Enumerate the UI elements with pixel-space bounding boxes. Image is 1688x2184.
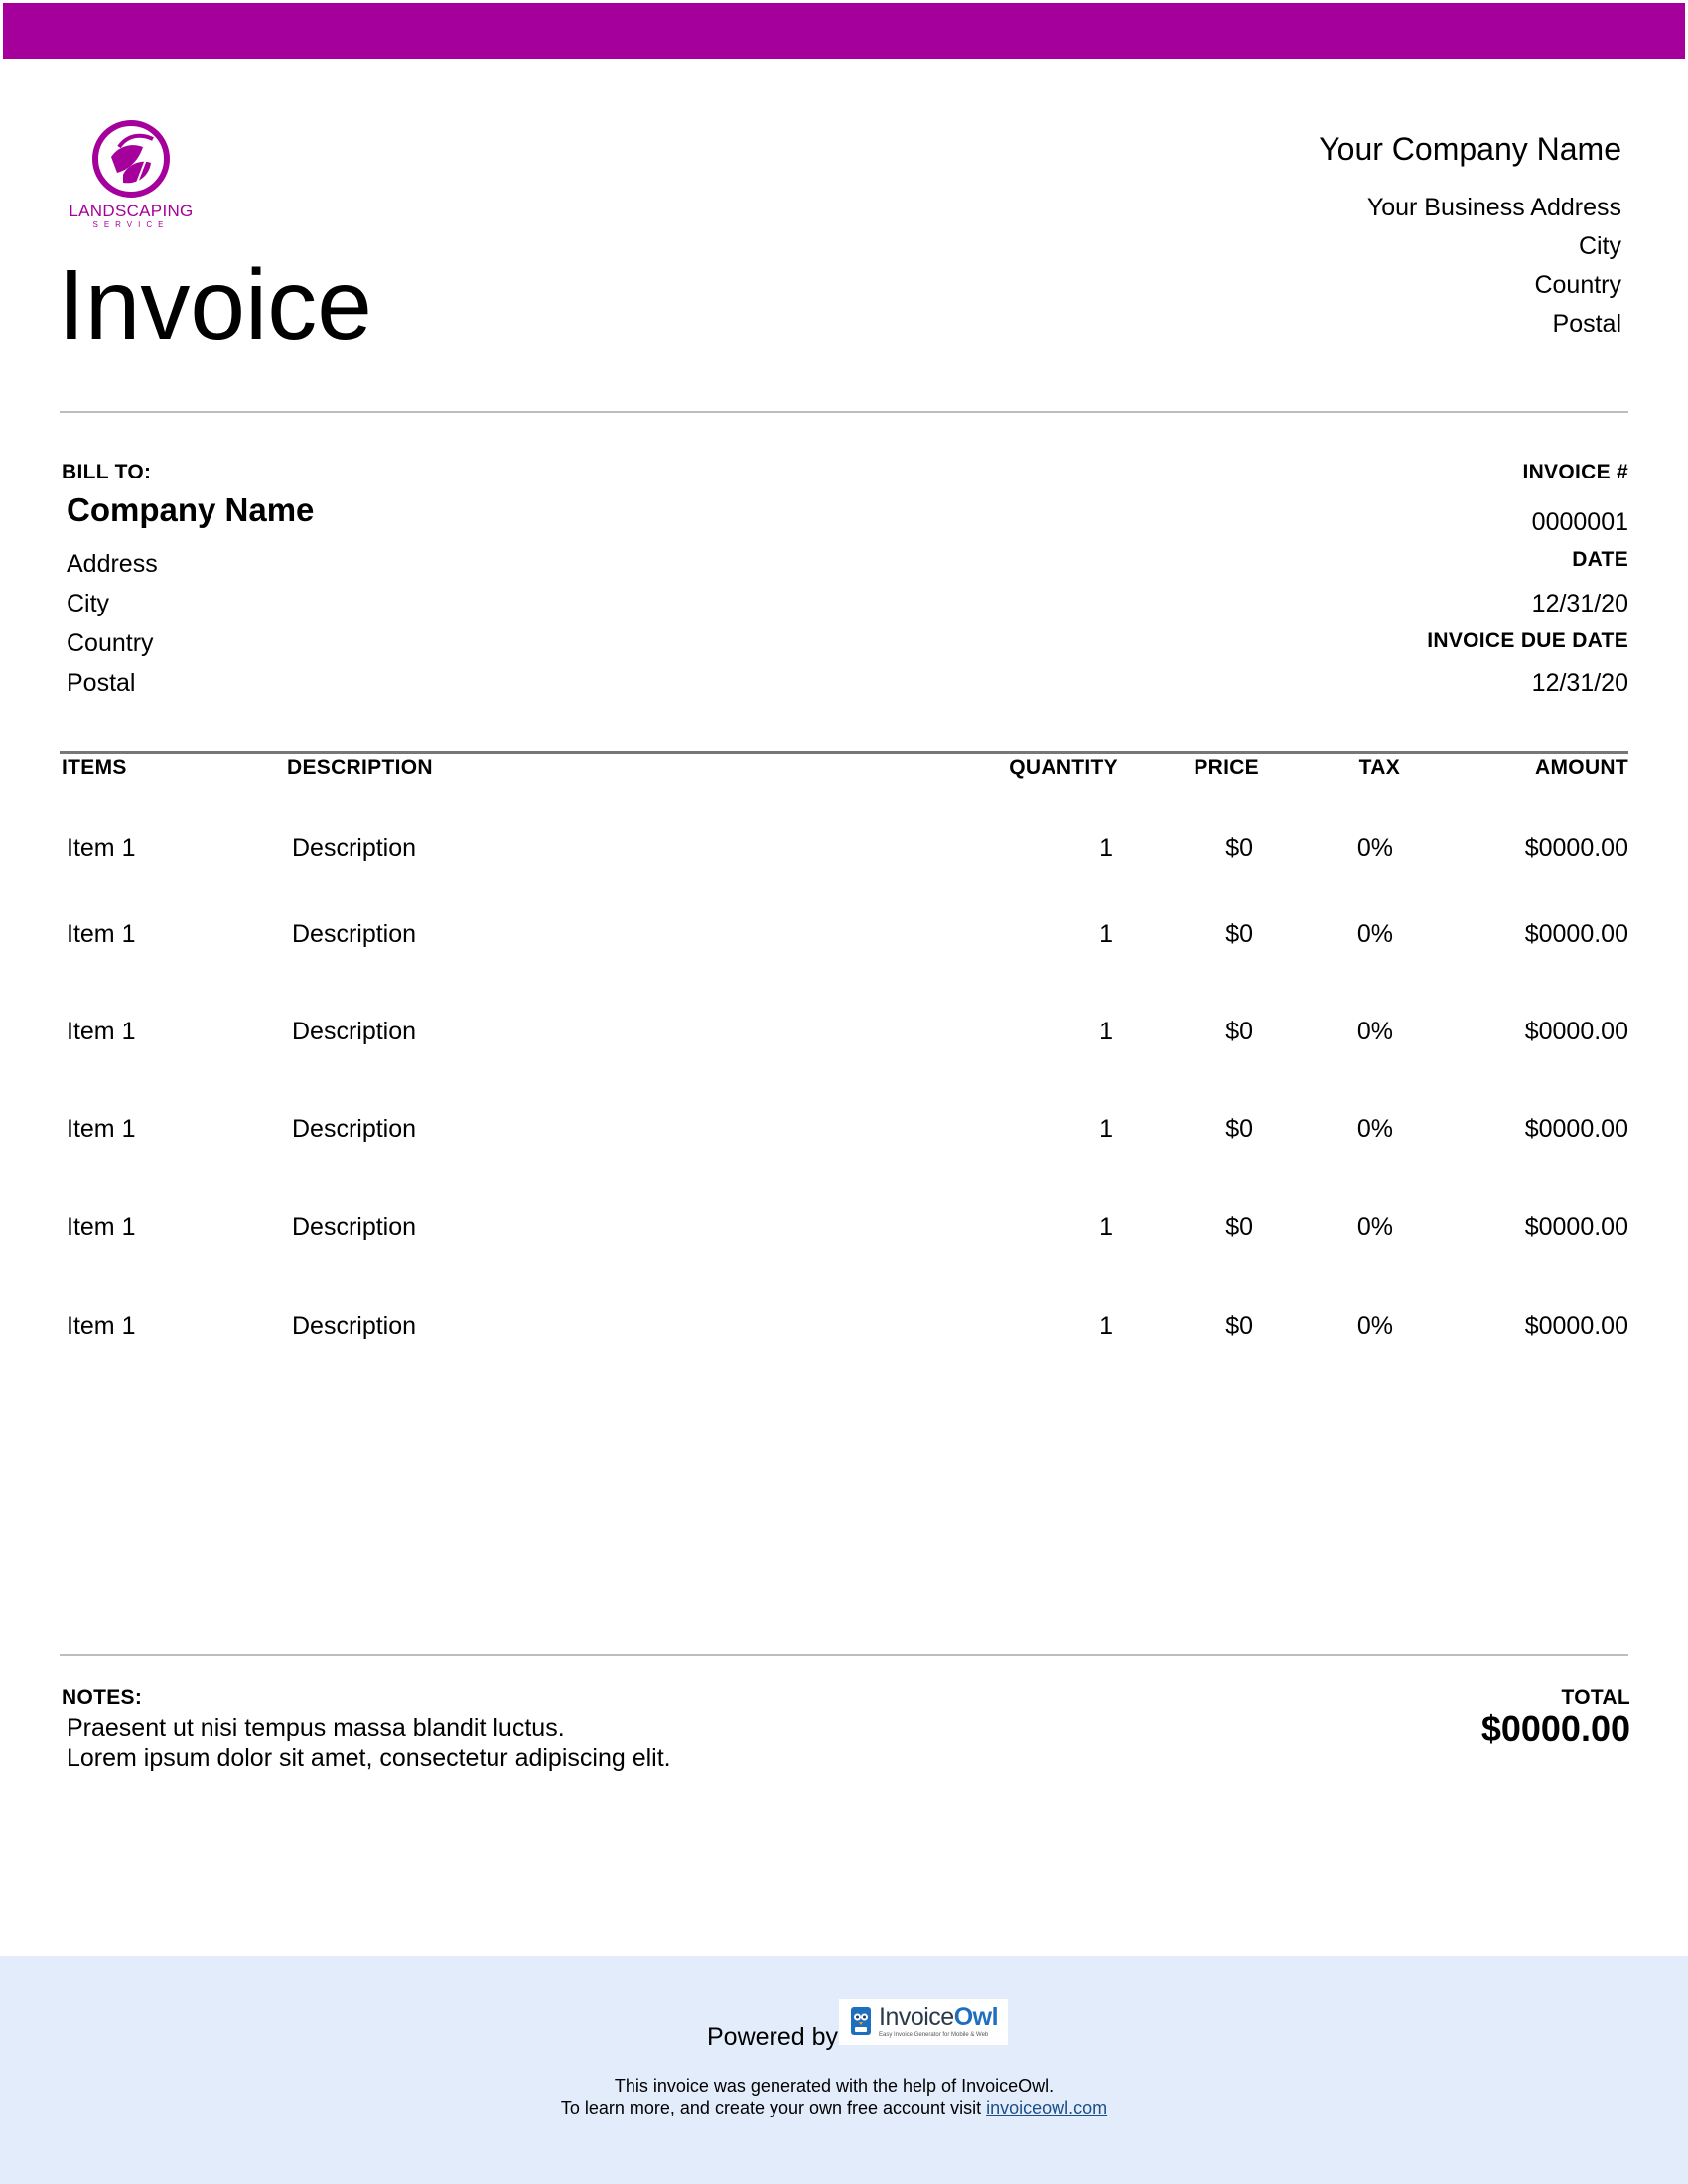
table-row (0, 832, 1688, 872)
cell-quantity: 1 (1099, 1213, 1113, 1241)
cell-item: Item 1 (67, 1018, 136, 1045)
cell-amount: $0000.00 (1524, 834, 1628, 862)
column-header-tax: TAX (1358, 756, 1400, 779)
page-title: Invoice (58, 249, 372, 360)
cell-item: Item 1 (67, 834, 136, 862)
table-row (0, 1113, 1688, 1153)
cell-description: Description (292, 1018, 417, 1045)
table-divider (60, 751, 1628, 754)
cell-item: Item 1 (67, 920, 136, 948)
cell-description: Description (292, 1213, 417, 1241)
due-date-label: INVOICE DUE DATE (1427, 629, 1628, 652)
bill-to-company: Company Name (67, 491, 315, 528)
cell-price: $0 (1225, 834, 1253, 862)
cell-tax: 0% (1356, 1115, 1393, 1143)
sender-company-name: Your Company Name (1319, 131, 1621, 167)
column-header-description: DESCRIPTION (287, 756, 433, 779)
signup-note (0, 2097, 1668, 2118)
column-header-items: ITEMS (62, 756, 127, 779)
bill-to-postal: Postal (67, 669, 136, 697)
due-date: 12/31/20 (1531, 669, 1628, 697)
top-accent-bar (3, 3, 1685, 59)
column-header-amount: AMOUNT (1535, 756, 1628, 779)
cell-item: Item 1 (67, 1115, 136, 1143)
cell-description: Description (292, 834, 417, 862)
column-header-price: PRICE (1194, 756, 1259, 779)
sender-address: Your Business Address (1366, 194, 1621, 221)
table-row (0, 1211, 1688, 1251)
sender-postal: Postal (1552, 310, 1621, 338)
notes-text (67, 1713, 671, 1773)
notes-line-2: Lorem ipsum dolor sit amet, consectetur adipiscing elit. (67, 1744, 671, 1772)
cell-item: Item 1 (67, 1312, 136, 1340)
cell-quantity: 1 (1099, 1115, 1113, 1143)
cell-amount: $0000.00 (1524, 920, 1628, 948)
cell-tax: 0% (1356, 920, 1393, 948)
cell-tax: 0% (1356, 1213, 1393, 1241)
footer (0, 1956, 1688, 2184)
cell-price: $0 (1225, 1312, 1253, 1340)
invoiceowl-tagline: Easy Invoice Generator for Mobile & Web (879, 2032, 989, 2038)
invoiceowl-wordmark: InvoiceOwl (879, 2003, 999, 2031)
powered-by-text: Powered by (707, 2023, 839, 2051)
date-label: DATE (1572, 548, 1628, 571)
logo-text: LANDSCAPING (69, 202, 194, 220)
cell-quantity: 1 (1099, 920, 1113, 948)
bill-to-city: City (67, 590, 110, 617)
cell-price: $0 (1225, 1213, 1253, 1241)
cell-price: $0 (1225, 920, 1253, 948)
table-row (0, 1310, 1688, 1350)
cell-tax: 0% (1356, 1018, 1393, 1045)
cell-amount: $0000.00 (1524, 1213, 1628, 1241)
cell-description: Description (292, 1312, 417, 1340)
table-row (0, 918, 1688, 958)
invoice-number: 0000001 (1531, 508, 1628, 536)
cell-quantity: 1 (1099, 1312, 1113, 1340)
invoice-number-label: INVOICE # (1522, 461, 1628, 483)
invoiceowl-link[interactable]: invoiceowl.com (986, 2098, 1108, 2117)
cell-amount: $0000.00 (1524, 1018, 1628, 1045)
invoice-date: 12/31/20 (1531, 590, 1628, 617)
header-divider (60, 411, 1628, 413)
cell-quantity: 1 (1099, 834, 1113, 862)
cell-amount: $0000.00 (1524, 1115, 1628, 1143)
total-label: TOTAL (1561, 1686, 1630, 1708)
cell-description: Description (292, 1115, 417, 1143)
cell-price: $0 (1225, 1018, 1253, 1045)
notes-divider (60, 1654, 1628, 1656)
cell-quantity: 1 (1099, 1018, 1113, 1045)
sender-company-block (1319, 129, 1621, 343)
notes-line-1: Praesent ut nisi tempus massa blandit luctus. (67, 1714, 565, 1742)
table-row (0, 1016, 1688, 1055)
column-header-quantity: QUANTITY (1009, 756, 1118, 779)
sender-country: Country (1534, 271, 1621, 299)
bill-to-address: Address (67, 550, 158, 578)
invoiceowl-badge[interactable] (839, 1999, 1008, 2045)
bill-to-label: BILL TO: (62, 461, 152, 483)
generated-note: This invoice was generated with the help of InvoiceOwl. (614, 2076, 1055, 2096)
cell-tax: 0% (1356, 1312, 1393, 1340)
bill-to-country: Country (67, 629, 154, 657)
landscaping-leaf-logo-icon (62, 117, 201, 203)
cell-description: Description (292, 920, 417, 948)
company-logo (62, 117, 201, 236)
cell-item: Item 1 (67, 1213, 136, 1241)
cell-amount: $0000.00 (1524, 1312, 1628, 1340)
signup-note-text: To learn more, and create your own free account visit (560, 2098, 982, 2117)
bill-to-address-block (67, 544, 158, 703)
cell-tax: 0% (1356, 834, 1393, 862)
total-value: $0000.00 (1480, 1708, 1630, 1749)
logo-subtext: SERVICE (92, 220, 170, 229)
cell-price: $0 (1225, 1115, 1253, 1143)
owl-icon (851, 2007, 871, 2035)
sender-city: City (1578, 232, 1621, 260)
notes-label: NOTES: (62, 1686, 143, 1708)
